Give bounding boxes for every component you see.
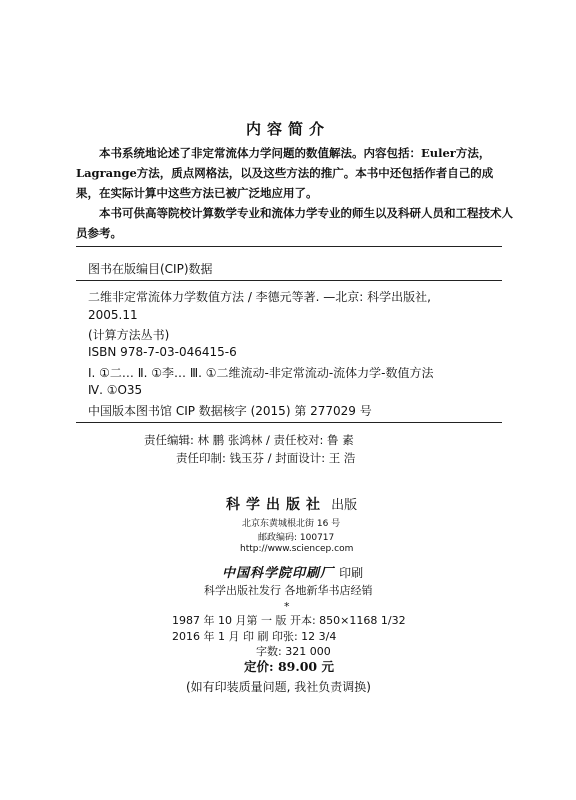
publisher-postcode: 邮政编码: 100717 xyxy=(258,533,335,543)
credits-line-1: 责任编辑: 林 鹏 张鸿林 / 责任校对: 鲁 素 xyxy=(144,433,354,447)
price: 定价: 89.00 元 xyxy=(244,659,334,674)
printer-line xyxy=(222,562,363,581)
quality-note: (如有印装质量问题, 我社负责调换) xyxy=(186,680,371,694)
cip-line-4: ISBN 978-7-03-046415-6 xyxy=(88,345,237,359)
edition-line-1: 1987 年 10 月第 一 版 开本: 850×1168 1/32 xyxy=(172,614,406,627)
edition-line-2: 2016 年 1 月 印 刷 印张: 12 3/4 xyxy=(172,630,337,643)
cip-line-6: Ⅳ. ①O35 xyxy=(88,383,143,397)
word-count: 字数: 321 000 xyxy=(256,645,331,658)
summary-paragraph-2: 本书可供高等院校计算数学专业和流体力学专业的师生以及科研人员和工程技术人员参考。 xyxy=(76,206,513,240)
credits-line-2: 责任印制: 钱玉芬 / 封面设计: 王 浩 xyxy=(176,451,356,465)
publisher-address: 北京东黄城根北街 16 号 xyxy=(242,519,341,529)
cip-line-3: (计算方法丛书) xyxy=(88,328,170,342)
cip-line-2: 2005.11 xyxy=(88,308,138,322)
printer-suffix: 印刷 xyxy=(339,566,364,580)
publisher-website: http://www.sciencep.com xyxy=(240,544,354,554)
cip-bottom-divider xyxy=(76,422,502,423)
publisher-logo: 科学出版社 xyxy=(226,497,326,513)
cip-line-5: Ⅰ. ①二… Ⅱ. ①李… Ⅲ. ①二维流动-非定常流动-流体力学-数值方法 xyxy=(88,366,434,380)
summary-paragraph-1: 本书系统地论述了非定常流体力学问题的数值解法。内容包括：Euler方法，Lagrange方法，质点网格法，以及这些方法的推广。本书中还包括作者自己的成果，在实际计算中这些方法已被广泛地应用了。 xyxy=(76,146,494,200)
cip-line-7: 中国版本图书馆 CIP 数据核字 (2015) 第 277029 号 xyxy=(88,404,372,418)
publisher-suffix: 出版 xyxy=(331,498,358,513)
summary-body xyxy=(76,143,516,243)
cip-heading-divider xyxy=(76,280,502,281)
distribution-line: 科学出版社发行 各地新华书店经销 xyxy=(204,584,373,597)
publisher-line xyxy=(226,494,357,514)
printer-logo: 中国科学院印刷厂 xyxy=(222,566,335,581)
summary-title: 内容简介 xyxy=(245,120,330,138)
cip-heading: 图书在版编目(CIP)数据 xyxy=(88,262,213,276)
star-separator: * xyxy=(284,600,290,613)
cip-line-1: 二维非定常流体力学数值方法 / 李德元等著. —北京: 科学出版社, xyxy=(88,290,431,304)
top-divider xyxy=(76,246,502,247)
